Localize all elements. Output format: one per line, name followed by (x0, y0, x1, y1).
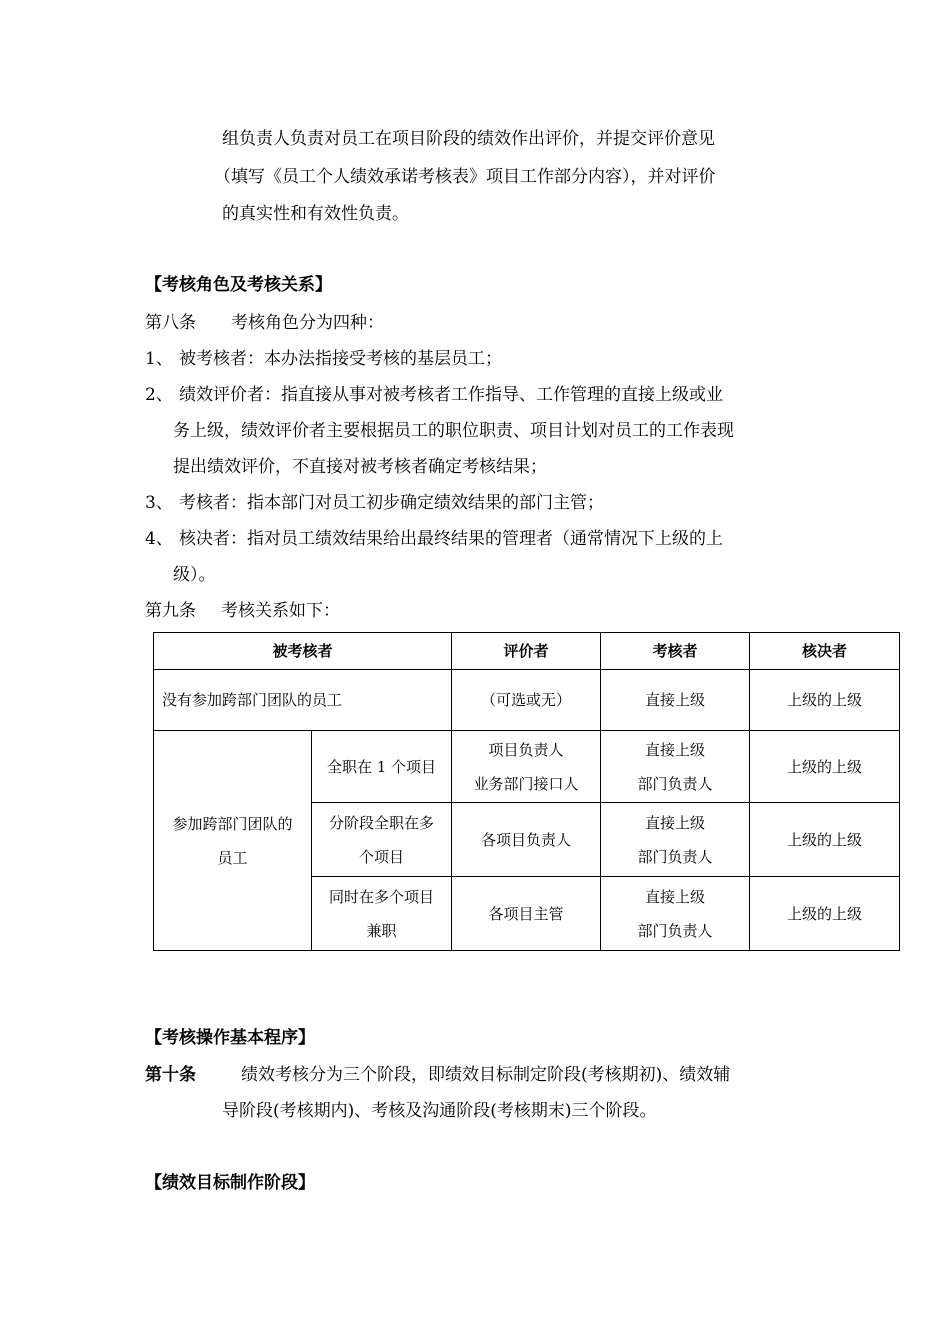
list-item-4 (145, 528, 723, 550)
cell-approver: 上级的上级 (750, 803, 900, 877)
article-10-text: 绩效考核分为三个阶段，即绩效目标制定阶段(考核期初)、绩效辅 (241, 1065, 731, 1085)
list-item-2-cont-1: 务上级，绩效评价者主要根据员工的职位职责、项目计划对员工的工作表现 (173, 421, 734, 441)
cell-evaluator: 各项目负责人 (452, 803, 601, 877)
list-item-text: 被考核者：本办法指接受考核的基层员工； (179, 349, 502, 369)
cell-group-subject: 参加跨部门团队的 员工 (154, 731, 312, 951)
cell-type: 同时在多个项目 兼职 (312, 877, 452, 951)
header-evaluator: 评价者 (452, 633, 601, 670)
list-item-number: 4、 (145, 529, 173, 549)
cell-approver: 上级的上级 (750, 670, 900, 731)
article-8 (145, 312, 384, 334)
article-8-text: 考核角色分为四种： (231, 313, 384, 333)
list-item-text: 绩效评价者：指直接从事对被考核者工作指导、工作管理的直接上级或业 (179, 385, 723, 405)
cell-evaluator: 项目负责人 业务部门接口人 (452, 731, 601, 803)
list-item-2 (145, 384, 723, 406)
cell-assessor: 直接上级 部门负责人 (601, 803, 750, 877)
list-item-1 (145, 348, 502, 370)
list-item-4-cont-1: 级）。 (173, 565, 216, 585)
table-header-row (154, 633, 900, 670)
article-10 (145, 1064, 730, 1086)
cell-type: 全职在 1 个项目 (312, 731, 452, 803)
section-heading-roles: 【考核角色及考核关系】 (145, 275, 332, 295)
list-item-text: 核决者：指对员工绩效结果给出最终结果的管理者（通常情况下上级的上 (179, 529, 723, 549)
list-item-2-cont-2: 提出绩效评价，不直接对被考核者确定考核结果； (173, 457, 547, 477)
article-10-cont: 导阶段(考核期内)、考核及沟通阶段(考核期末)三个阶段。 (222, 1101, 657, 1121)
section-heading-goal-setting: 【绩效目标制作阶段】 (145, 1173, 315, 1193)
list-item-number: 2、 (145, 385, 173, 405)
list-item-text: 考核者：指本部门对员工初步确定绩效结果的部门主管； (179, 493, 604, 513)
article-8-label: 第八条 (145, 313, 196, 333)
cell-approver: 上级的上级 (750, 877, 900, 951)
intro-line-1: 组负责人负责对员工在项目阶段的绩效作出评价，并提交评价意见 (222, 129, 715, 149)
table-row (154, 731, 900, 803)
list-item-3 (145, 492, 604, 514)
cell-subject: 没有参加跨部门团队的员工 (154, 670, 452, 731)
section-heading-procedure: 【考核操作基本程序】 (145, 1028, 315, 1048)
table-row (154, 670, 900, 731)
header-assessor: 考核者 (601, 633, 750, 670)
cell-evaluator: （可选或无） (452, 670, 601, 731)
intro-line-3: 的真实性和有效性负责。 (222, 204, 409, 224)
cell-assessor: 直接上级 部门负责人 (601, 731, 750, 803)
cell-type: 分阶段全职在多 个项目 (312, 803, 452, 877)
article-10-label: 第十条 (145, 1065, 196, 1085)
cell-evaluator: 各项目主管 (452, 877, 601, 951)
cell-assessor: 直接上级 (601, 670, 750, 731)
list-item-number: 3、 (145, 493, 173, 513)
article-9-label: 第九条 (145, 601, 196, 621)
article-9 (145, 600, 340, 622)
cell-approver: 上级的上级 (750, 731, 900, 803)
article-9-text: 考核关系如下： (221, 601, 340, 621)
header-subject: 被考核者 (154, 633, 452, 670)
cell-assessor: 直接上级 部门负责人 (601, 877, 750, 951)
intro-line-2: （填写《员工个人绩效承诺考核表》项目工作部分内容），并对评价 (214, 167, 716, 187)
assessment-relations-table (153, 632, 900, 951)
list-item-number: 1、 (145, 349, 173, 369)
header-approver: 核决者 (750, 633, 900, 670)
